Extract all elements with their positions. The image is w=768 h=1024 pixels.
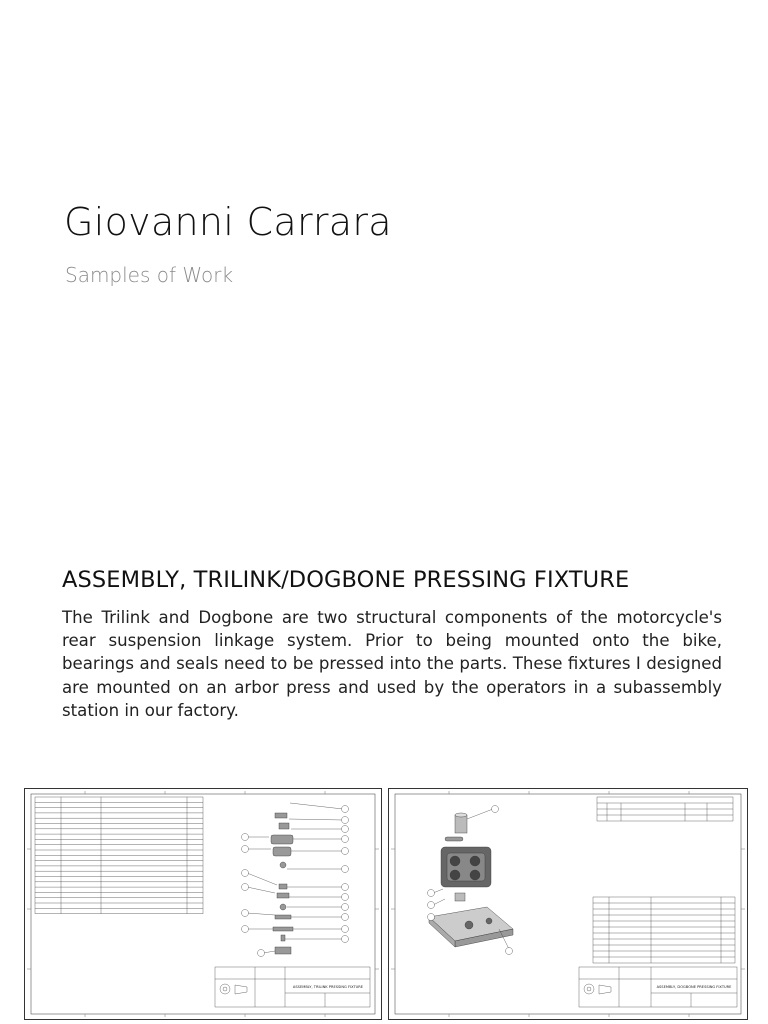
trilink-title-block: ASSEMBLY, TRILINK PRESSING FIXTURE — [292, 985, 364, 989]
dogbone-title-block: ASSEMBLY, DOGBONE PRESSING FIXTURE — [656, 985, 732, 989]
section-body: The Trilink and Dogbone are two structural components of the motorcycle's rear suspension linkage system. Prior to being mounted onto the bike, bearings and seals need to be pressed into the parts. These fixtures I designed are mounted on an arbor press and used by the operators in a subassembly station in our factory. — [62, 608, 722, 720]
portfolio-subtitle: Samples of Work — [65, 263, 234, 287]
section-title: ASSEMBLY, TRILINK/DOGBONE PRESSING FIXTURE — [62, 567, 630, 593]
dogbone-assembly-drawing — [388, 788, 748, 1020]
author-name: Giovanni Carrara — [64, 200, 392, 244]
trilink-assembly-drawing — [24, 788, 382, 1020]
